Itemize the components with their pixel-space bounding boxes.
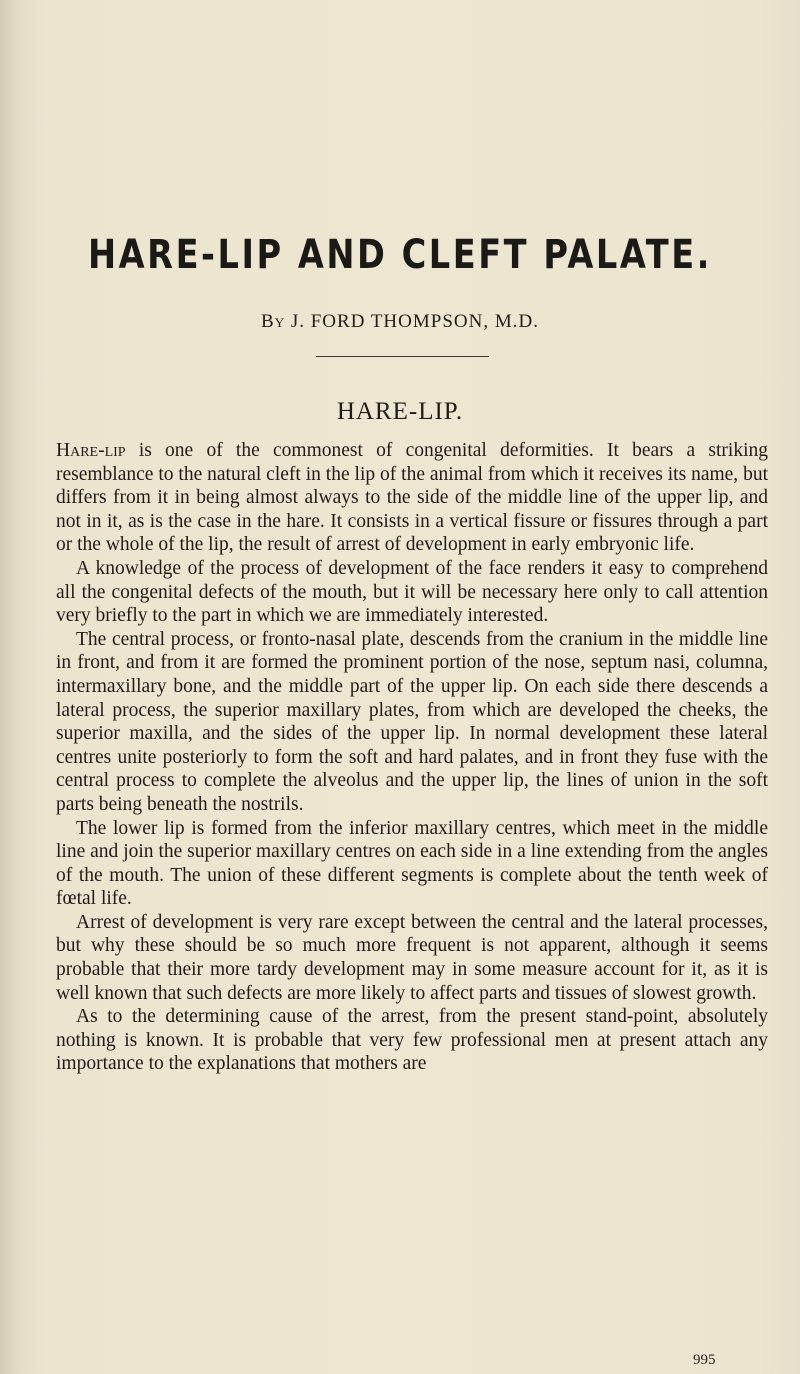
- byline-author: J. FORD THOMPSON, M.D.: [290, 311, 539, 332]
- paragraph-5: Arrest of development is very rare except between the central and the lateral processes, but why these should be so much more frequent is not apparent, although it seems probable that their more tardy development may in some measure account for it, as it is well known that such defects are more likely to affect parts and tissues of slowest growth.: [56, 911, 768, 1004]
- author-byline: [0, 311, 800, 333]
- byline-prefix: By: [261, 311, 286, 332]
- title-divider: [316, 356, 489, 357]
- section-heading: HARE-LIP.: [336, 398, 464, 425]
- paragraph-6: As to the determining cause of the arrest, from the present stand-point, absolutely nothing is known. It is probable that very few professional men at present attach any importance to the explanations that mothers are: [56, 1006, 768, 1075]
- paragraph-3: The central process, or fronto-nasal plate, descends from the cranium in the middle line in front, and from it are formed the prominent portion of the nose, septum nasi, columna, intermaxillary bone, and the middle part of the upper lip. On each side there descends a lateral process, the superior maxillary plates, from which are developed the cheeks, the superior maxilla, and the sides of the upper lip. In normal development these lateral centres unite posteriorly to form the soft and hard palates, and in front they fuse with the central process to complete the alveolus and the upper lip, the lines of union in the soft parts being beneath the nostrils.: [56, 628, 768, 815]
- article-body: [56, 439, 768, 1076]
- paragraph-4: The lower lip is formed from the inferior maxillary centres, which meet in the middle line and join the superior maxillary centres on each side in a line extending from the angles of the mouth. The union of these different segments is complete about the tenth week of fœtal life.: [56, 817, 768, 910]
- paragraph-1: [56, 439, 768, 557]
- lead-term: Hare-lip: [56, 440, 126, 461]
- paragraph-1-text: is one of the commonest of congenital deformities. It bears a striking resemblance to the natural cleft in the lip of the animal from which it receives its name, but differs from it in being almost always to the side of the middle line of the upper lip, and not in it, as is the case in the hare. It consists in a vertical fissure or fissures through a part or the whole of the lip, the result of arrest of development in early embryonic life.: [56, 440, 768, 556]
- paragraph-2: A knowledge of the process of development of the face renders it easy to comprehend all the congenital defects of the mouth, but it will be necessary here only to call attention very briefly to the part in which we are immediately interested.: [56, 557, 768, 627]
- article-title: HARE-LIP AND CLEFT PALATE.: [88, 232, 712, 278]
- page-number: 995: [693, 1352, 716, 1368]
